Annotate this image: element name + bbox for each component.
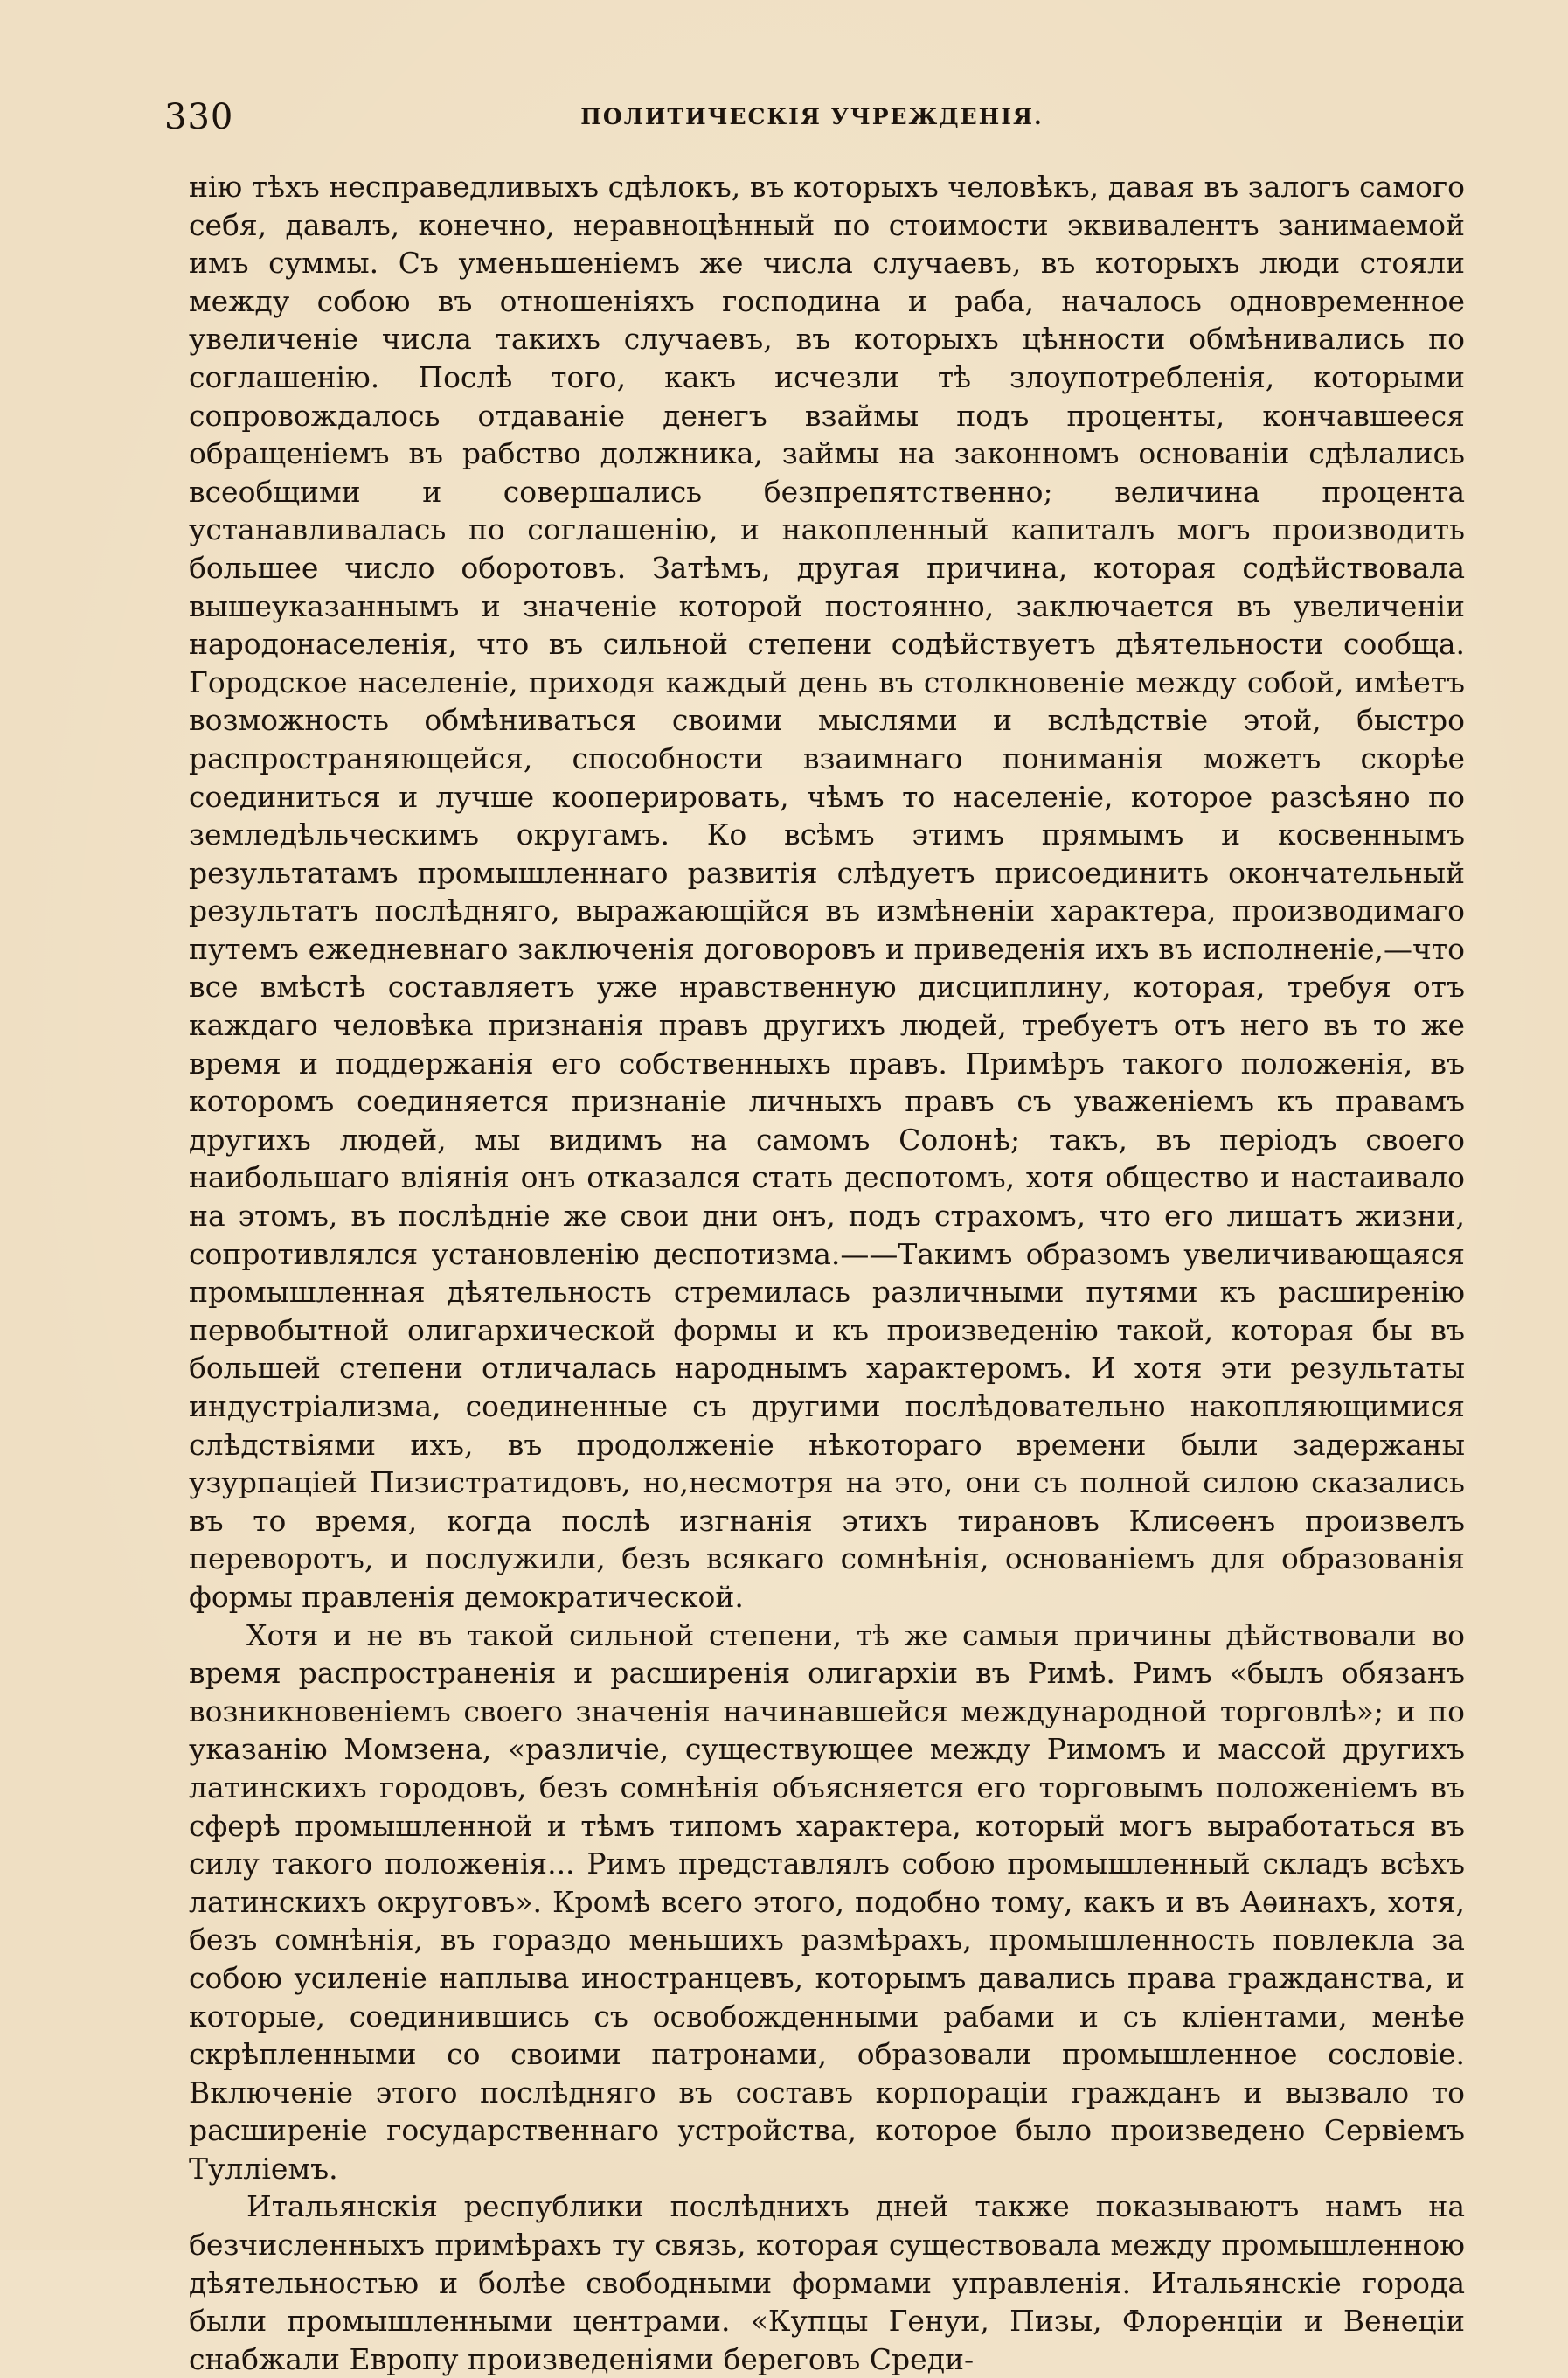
page-header — [164, 91, 1460, 143]
body-text — [189, 168, 1465, 2378]
paragraph-3: Итальянскія республики послѣднихъ дней также показываютъ намъ на безчисленныхъ примѣрахъ ту связь, которая существовала между промышленною дѣятельностью и болѣе свободными формами управленія. Итальянскіе города были промышленными центрами. «Купцы Генуи, Пизы, Флоренціи и Венеціи снабжали Европу произведеніями береговъ Среди- — [189, 2189, 1465, 2376]
page-number: 330 — [164, 97, 234, 137]
paragraph-2: Хотя и не въ такой сильной степени, тѣ же самыя причины дѣйствовали во время распространенія и расширенія олигархіи въ Римѣ. Римъ «былъ обязанъ возникновеніемъ своего значенія начинавшейся международной торговлѣ»; и по указанію Момзена, «различіе, существующее между Римомъ и массой другихъ латинскихъ городовъ, безъ сомнѣнія объясняется его торговымъ положеніемъ въ сферѣ промышленной и тѣмъ типомъ характера, который могъ выработаться въ силу такого положенія... Римъ представлялъ собою промышленный складъ всѣхъ латинскихъ округовъ». Кромѣ всего этого, подобно тому, какъ и въ Аѳинахъ, хотя, безъ сомнѣнія, въ гораздо меньшихъ размѣрахъ, промышленность повлекла за собою усиленіе наплыва иностранцевъ, которымъ давались права гражданства, и которые, соединившись съ освобожденными рабами и съ кліентами, менѣе скрѣпленными со своими патронами, образовали промышленное сословіе. Включеніе этого послѣдняго въ составъ корпораціи гражданъ и вызвало то расширеніе государственнаго устройства, которое было произведено Сервіемъ Тулліемъ. — [189, 1617, 1465, 2186]
paragraph-1: нію тѣхъ несправедливыхъ сдѣлокъ, въ которыхъ человѣкъ, давая въ залогъ самого себя, давалъ, конечно, неравноцѣнный по стоимости эквивалентъ занимаемой имъ суммы. Съ уменьшеніемъ же числа случаевъ, въ которыхъ люди стояли между собою въ отношеніяхъ господина и раба, началось одновременное увеличеніе числа такихъ случаевъ, въ которыхъ цѣнности обмѣнивались по соглашенію. Послѣ того, какъ исчезли тѣ злоупотребленія, которыми сопровождалось отдаваніе денегъ взаймы подъ проценты, кончавшееся обращеніемъ въ рабство должника, займы на законномъ основаніи сдѣлались всеобщими и совершались безпрепятственно; величина процента устанавливалась по соглашенію, и накопленный капиталъ могъ производить большее число оборотовъ. Затѣмъ, другая причина, которая содѣйствовала вышеуказаннымъ и значеніе которой постоянно, заключается въ увеличеніи народонаселенія, что въ сильной степени содѣйствуетъ дѣятельности сообща. Городское населеніе, приходя каждый день въ столкновеніе между собой, имѣетъ возможность обмѣниваться своими мыслями и вслѣдствіе этой, быстро распространяющейся, способности взаимнаго пониманія можетъ скорѣе соединиться и лучше кооперировать, чѣмъ то населеніе, которое разсѣяно по земледѣльческимъ округамъ. Ко всѣмъ этимъ прямымъ и косвеннымъ результатамъ промышленнаго развитія слѣдуетъ присоединить окончательный результатъ послѣдняго, выражающійся въ измѣненіи характера, производимаго путемъ ежедневнаго заключенія договоровъ и приведенія ихъ въ исполненіе,—что все вмѣстѣ составляетъ уже нравственную дисциплину, которая, требуя отъ каждаго человѣка признанія правъ другихъ людей, требуетъ отъ него въ то же время и поддержанія его собственныхъ правъ. Примѣръ такого положенія, въ которомъ соединяется признаніе личныхъ правъ съ уваженіемъ къ правамъ другихъ людей, мы видимъ на самомъ Солонѣ; такъ, въ періодъ своего наибольшаго вліянія онъ отказался стать деспотомъ, хотя общество и настаивало на этомъ, въ послѣдніе же свои дни онъ, подъ страхомъ, что его лишатъ жизни, сопротивлялся установленію деспотизма.——Такимъ образомъ увеличивающаяся промышленная дѣятельность стремилась различными путями къ расширенію первобытной олигархической формы и къ произведенію такой, которая бы въ большей степени отличалась народнымъ характеромъ. И хотя эти результаты индустріализма, соединенные съ другими послѣдовательно накопляющимися слѣдствіями ихъ, въ продолженіе нѣкотораго времени были задержаны узурпаціей Пизистратидовъ, но,несмотря на это, они съ полной силою сказались въ то время, когда послѣ изгнанія этихъ тирановъ Клисѳенъ произвелъ переворотъ, и послужили, безъ всякаго сомнѣнія, основаніемъ для образованія формы правленія демократической. — [189, 170, 1465, 1614]
running-title: ПОЛИТИЧЕСКІЯ УЧРЕЖДЕНІЯ. — [580, 104, 1044, 129]
